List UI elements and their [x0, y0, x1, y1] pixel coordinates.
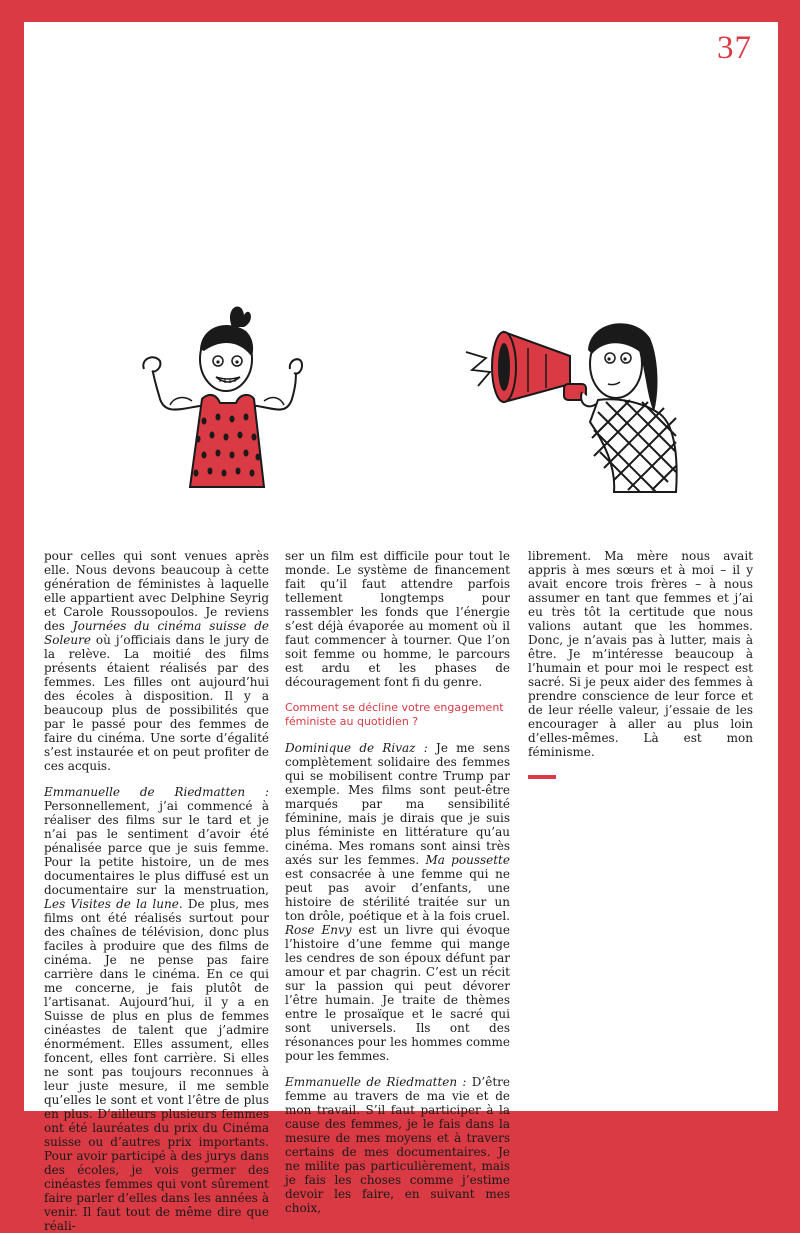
interview-question: Comment se décline votre engagement féministe au quotidien ?: [285, 701, 504, 728]
text-run: Je me sens complètement solidaire des femmes qui se mobilisent contre Trump par exemple. Mes films sont peut-être marqués par ma sensibilité féminine, mais je dirais que je suis plus féministe en littérature qu’au cinéma. Mes romans sont ainsi très axés sur les femmes.: [285, 741, 510, 867]
text-run: est consacrée à une femme qui ne peut pas avoir d’enfants, une histoire de stérilité traitée sur un ton drôle, poétique et à la fois cruel.: [285, 867, 510, 923]
end-rule: [528, 775, 556, 779]
text-run: . De plus, mes films ont été réalisés surtout pour des chaînes de télévision, donc plus faciles à produire que des films de cinéma. Je ne pense pas faire carrière dans le cinéma. En ce qui me concerne, je fais plutôt de l’artisanat. Aujourd’hui, il y a en Suisse de plus en plus de femmes cinéastes de talent que j’admire énormément. Elles assument, elles foncent, elles font carrière. Si elles ne sont pas toujours reconnues à leur juste mesure, il me semble qu’elles le sont et vont l’être de plus en plus. D’ailleurs plusieurs femmes ont été lauréates du prix du Cinéma suisse ou d’autres prix importants. Pour avoir participé à des jurys dans des écoles, je vois germer des cinéastes femmes qui vont sûrement faire parler d’elles dans les années à venir. Il faut tout de même dire que réali-: [44, 897, 270, 1233]
speaker-name: Emmanuelle de Riedmatten :: [44, 785, 269, 799]
paragraph: [285, 549, 510, 689]
text-run: où j’officiais dans le jury de la relève. La moitié des films présents étaient réalisés par des femmes. Les filles ont aujourd’hui des écoles à disposition. Il y a beaucoup plus de possibilités que par le passé pour des femmes de faire du cinéma. Une sorte d’égalité s’est instaurée et on peut profiter de ces acquis.: [44, 633, 269, 773]
text-run: Personnellement, j’ai commencé à réaliser des films sur le tard et je n’ai pas le sentiment d’avoir été pénalisée parce que je suis femme. Pour la petite histoire, un de mes documentaires le plus diffusé est un documentaire sur la menstruation,: [44, 799, 269, 897]
book-title: Rose Envy: [285, 923, 352, 937]
paragraph: [44, 549, 269, 773]
text-column-1: [44, 549, 269, 1233]
text-run: D’être femme au travers de ma vie et de mon travail. S’il faut participer à la cause des femmes, je le fais dans la mesure de mes moyens et à travers certains de mes documentaires. Je ne milite pas particulièrement, mais je fais les choses comme j’estime devoir les faire, en suivant mes choix,: [285, 1075, 510, 1215]
woman-flexing-illustration: [104, 287, 304, 487]
speaker-name: Dominique de Rivaz :: [285, 741, 428, 755]
film-title: Journées du cinéma suisse de Soleure: [44, 619, 269, 647]
paragraph: [285, 741, 510, 1063]
page-number: 37: [717, 30, 752, 66]
page: [24, 22, 778, 1233]
woman-megaphone-illustration: [464, 292, 689, 492]
text-run: est un livre qui évoque l’histoire d’une femme qui mange les cendres de son époux défunt par amour et par chagrin. C’est un récit sur la passion qui peut dévorer l’être humain. Je traite de thèmes entre le prosaïque et le sacré qui sont universels. Ils ont des résonances pour les hommes comme pour les femmes.: [285, 923, 510, 1063]
paragraph: [44, 785, 269, 1233]
paragraph: [528, 549, 753, 759]
text-run: ser un film est difficile pour tout le monde. Le système de financement fait qu’il faut attendre parfois tellement longtemps pour rassembler les fonds que l’énergie s’est déjà évaporée au moment où il faut commencer à tourner. Que l’on soit femme ou homme, le parcours est ardu et les phases de découragement font fi du genre.: [285, 549, 510, 689]
text-column-2: [285, 549, 510, 1215]
speaker-name: Emmanuelle de Riedmatten :: [285, 1075, 467, 1089]
book-title: Ma poussette: [425, 853, 510, 867]
text-run: librement. Ma mère nous avait appris à mes sœurs et à moi – il y avait encore trois frères – à nous assumer en tant que femmes et j’ai eu très tôt la certitude que nous valions autant que les hommes. Donc, je n’avais pas à lutter, mais à être. Je m’intéresse beaucoup à l’humain et pour moi le respect est sacré. Si je peux aider des femmes à prendre conscience de leur force et de leur réelle valeur, j’essaie de les encourager à aller au plus loin d’elles-mêmes. Là est mon féminisme.: [528, 549, 753, 759]
film-title: Les Visites de la lune: [44, 897, 179, 911]
text-column-3: [528, 549, 753, 779]
paragraph: [285, 1075, 510, 1215]
text-run: pour celles qui sont venues après elle. Nous devons beaucoup à cette génération de féministes à laquelle elle appartient avec Delphine Seyrig et Carole Roussopoulos. Je reviens des: [44, 549, 269, 633]
